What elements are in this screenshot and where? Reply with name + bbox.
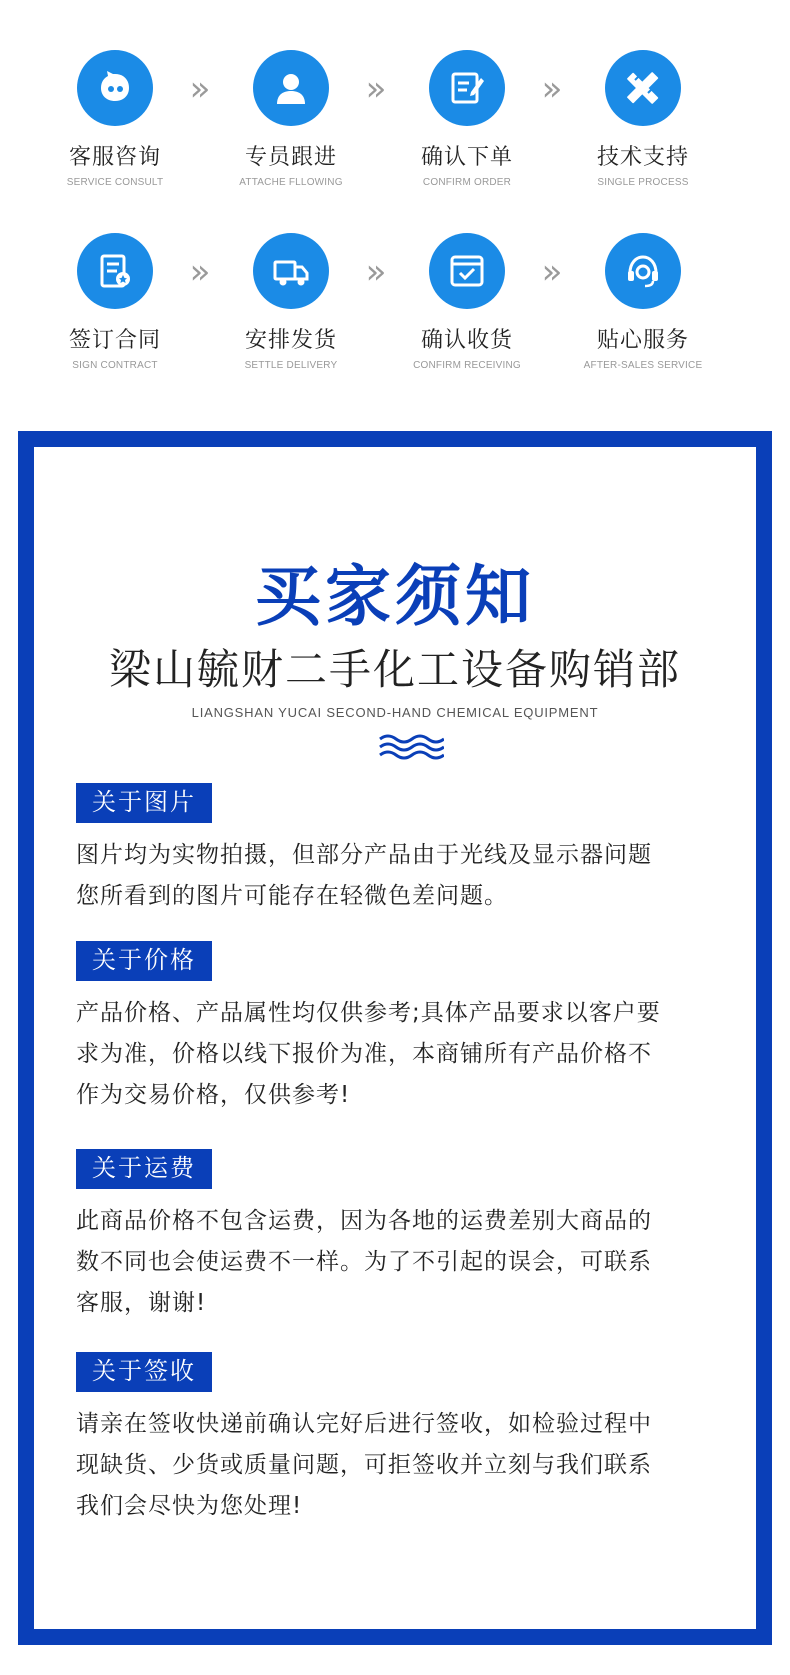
- contract-icon: [77, 233, 153, 309]
- truck-icon: [253, 233, 329, 309]
- text-line: 此商品价格不包含运费，因为各地的运费差别大商品的: [76, 1208, 652, 1234]
- step-label: 贴心服务: [596, 328, 689, 353]
- text-line: 您所看到的图片可能存在轻微色差问题。: [76, 883, 508, 909]
- step-confirm-order: [372, 50, 562, 188]
- step-service-consult: [20, 50, 210, 188]
- section-text: [76, 1404, 716, 1527]
- text-line: 作为交易价格，仅供参考!: [76, 1082, 351, 1108]
- step-label: 客服咨询: [68, 145, 161, 170]
- text-line: 求为准，价格以线下报价为准，本商铺所有产品价格不: [76, 1041, 652, 1067]
- section-tag: 关于签收: [76, 1352, 212, 1392]
- notice-subtitle-en: LIANGSHAN YUCAI SECOND-HAND CHEMICAL EQUIPMENT: [191, 705, 599, 720]
- step-label: 技术支持: [596, 145, 689, 170]
- chat-bubble-icon: [77, 50, 153, 126]
- step-label-en: CONFIRM RECEIVING: [413, 360, 521, 371]
- buyer-notice-panel: [18, 431, 772, 1645]
- section-about-price: [76, 941, 716, 1116]
- notice-title: 买家须知: [255, 558, 535, 635]
- text-line: 客服，谢谢!: [76, 1290, 207, 1316]
- section-text: [76, 993, 716, 1116]
- step-single-process: [548, 50, 738, 188]
- process-steps: [0, 0, 790, 420]
- step-label: 专员跟进: [244, 145, 337, 170]
- step-label-en: ATTACHE FLLOWING: [239, 177, 343, 188]
- chevron-right-icon: »: [189, 69, 211, 109]
- chevron-right-icon: »: [365, 69, 387, 109]
- text-line: 数不同也会使运费不一样。为了不引起的误会，可联系: [76, 1249, 652, 1275]
- step-label: 确认下单: [420, 145, 513, 170]
- section-about-shipping: [76, 1149, 716, 1324]
- section-text: [76, 835, 716, 917]
- section-tag: 关于价格: [76, 941, 212, 981]
- step-label-en: SIGN CONTRACT: [72, 360, 158, 371]
- step-label: 安排发货: [244, 328, 337, 353]
- step-label: 签订合同: [68, 328, 161, 353]
- step-label-en: SINGLE PROCESS: [597, 177, 689, 188]
- text-line: 现缺货、少货或质量问题，可拒签收并立刻与我们联系: [76, 1452, 652, 1478]
- section-about-receipt: [76, 1352, 716, 1527]
- package-check-icon: [429, 233, 505, 309]
- step-label-en: SERVICE CONSULT: [66, 177, 164, 188]
- section-tag: 关于运费: [76, 1149, 212, 1189]
- chevron-right-icon: »: [189, 252, 211, 292]
- step-label-en: AFTER-SALES SERVICE: [583, 360, 703, 371]
- headset-icon: [605, 233, 681, 309]
- step-confirm-receiving: [372, 233, 562, 371]
- pencil-ruler-icon: [605, 50, 681, 126]
- chevron-right-icon: »: [541, 69, 563, 109]
- notice-subtitle: 梁山毓财二手化工设备购销部: [108, 645, 681, 694]
- text-line: 请亲在签收快递前确认完好后进行签收，如检验过程中: [76, 1411, 652, 1437]
- wave-divider-icon: [378, 733, 444, 761]
- step-after-sales-service: [548, 233, 738, 371]
- step-label-en: SETTLE DELIVERY: [244, 360, 338, 371]
- section-text: [76, 1201, 716, 1324]
- step-sign-contract: [20, 233, 210, 371]
- section-tag: 关于图片: [76, 783, 212, 823]
- section-about-images: [76, 783, 716, 917]
- step-attache-following: [196, 50, 386, 188]
- step-label: 确认收货: [420, 328, 513, 353]
- chevron-right-icon: »: [541, 252, 563, 292]
- step-label-en: CONFIRM ORDER: [422, 177, 512, 188]
- text-line: 图片均为实物拍摄，但部分产品由于光线及显示器问题: [76, 842, 652, 868]
- chevron-right-icon: »: [365, 252, 387, 292]
- text-line: 产品价格、产品属性均仅供参考;具体产品要求以客户要: [76, 1000, 661, 1026]
- text-line: 我们会尽快为您处理!: [76, 1493, 303, 1519]
- edit-document-icon: [429, 50, 505, 126]
- person-icon: [253, 50, 329, 126]
- step-settle-delivery: [196, 233, 386, 371]
